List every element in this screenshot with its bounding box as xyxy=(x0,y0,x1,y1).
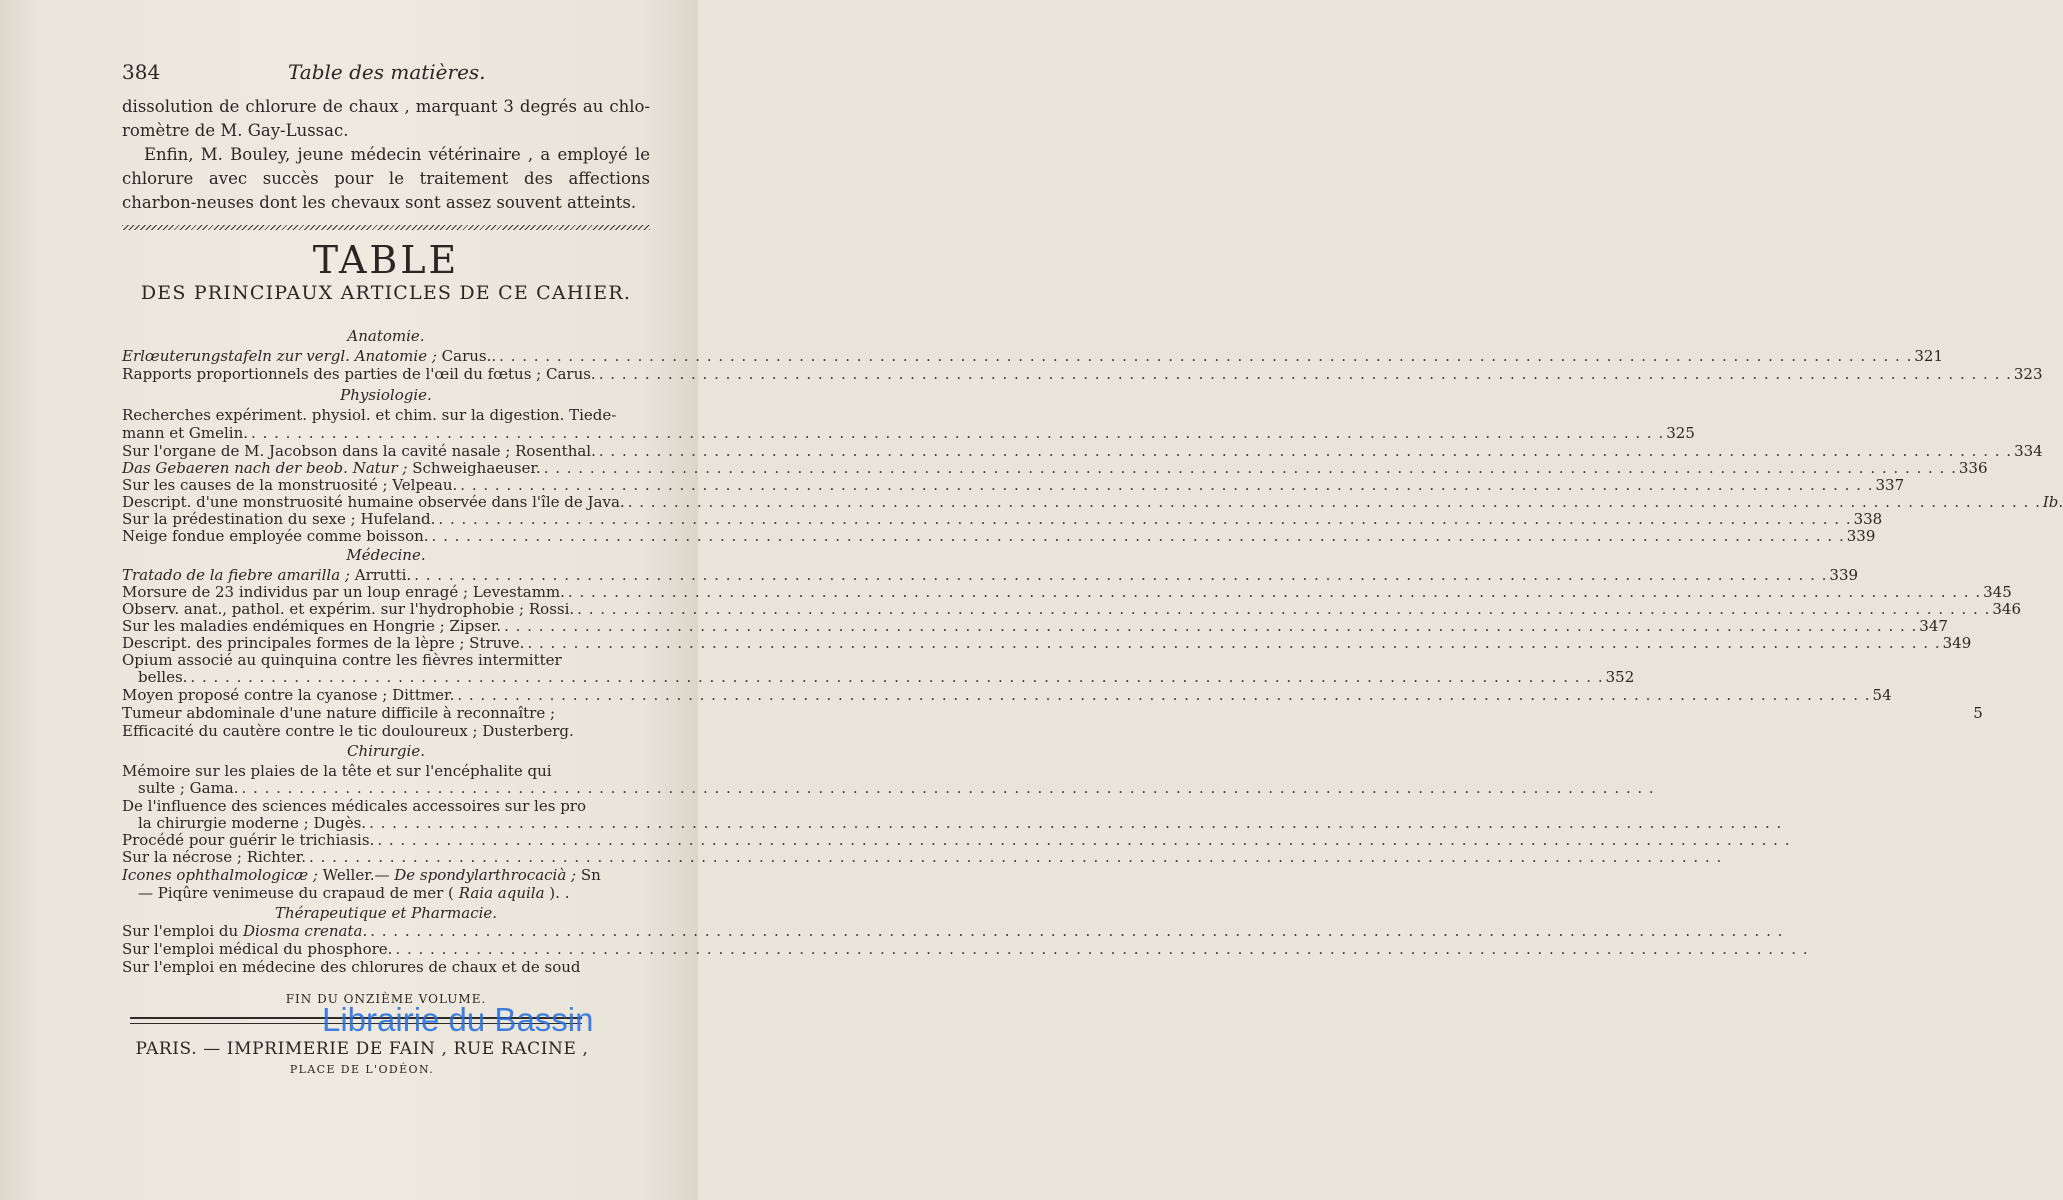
leader-dots xyxy=(187,668,1603,686)
watermark-text: Librairie du Bassin xyxy=(322,1001,594,1038)
leader-dots xyxy=(596,442,2012,460)
end-of-volume-note: FIN DU ONZIÈME VOLUME. xyxy=(285,992,487,1006)
toc-entry xyxy=(122,958,581,976)
entry-page: 336 xyxy=(1958,459,1988,477)
table-title: TABLE xyxy=(312,238,460,282)
toc-entry xyxy=(122,848,570,866)
entry-text: Moyen proposé contre la cyanose ; Dittmer. xyxy=(122,686,455,704)
entry-text: mann et Gmelin. xyxy=(122,424,249,442)
leader-dots xyxy=(248,424,1664,442)
page-number: 384 xyxy=(122,60,161,84)
leader-dots xyxy=(392,940,1808,958)
entry-author: Arrutti. xyxy=(349,566,412,584)
entry-page: Ib. xyxy=(2042,493,2063,511)
leader-dots xyxy=(596,365,2012,383)
toc-entry-line1 xyxy=(122,797,587,815)
leader-dots xyxy=(524,634,1940,652)
leader-dots xyxy=(496,347,1912,365)
entry-page: 347 xyxy=(1919,617,1948,635)
entry-text: Efficacité du cautère contre le tic douloureux ; Dusterberg. xyxy=(122,722,574,740)
leader-dots xyxy=(574,600,1990,618)
entry-text: Procédé pour guérir le trichiasis. xyxy=(122,831,375,849)
leader-dots xyxy=(501,617,1917,635)
entry-text: Sur les causes de la monstruosité ; Velpeau. xyxy=(122,476,458,494)
printer-address: PLACE DE L'ODÉON. xyxy=(289,1063,435,1076)
entry-text: ). . xyxy=(544,884,570,902)
entry-text: Neige fondue employée comme boisson. xyxy=(122,527,429,545)
intro-paragraph-2: Enfin, M. Bouley, jeune médecin vétérinaire , a employé le chlorure avec succès pour le traitement des affections charbon-neuses dont les chevaux sont assez souvent atteints. xyxy=(122,145,650,212)
entry-text: Opium associé au quinquina contre les fièvres intermitter xyxy=(122,651,562,669)
toc-entry xyxy=(122,442,2043,460)
entry-title-italic: De spondylarthrocacià ; xyxy=(394,866,577,884)
toc-entry xyxy=(122,922,570,940)
entry-page: 339 xyxy=(1846,527,1876,545)
toc-entry xyxy=(138,884,578,902)
toc-entry xyxy=(122,940,570,958)
entry-title-italic: Raia aquila xyxy=(458,884,545,902)
toc-entry xyxy=(138,779,570,797)
entry-text: Morsure de 23 individus par un loup enragé ; Levestamm. xyxy=(122,583,565,601)
entry-page: 321 xyxy=(1914,347,1943,365)
entry-page: 338 xyxy=(1853,510,1883,528)
entry-title-italic: Tratado de la fiebre amarilla ; xyxy=(122,566,350,584)
toc-entry xyxy=(122,365,2043,383)
leader-dots xyxy=(454,686,1870,704)
running-title: Table des matières. xyxy=(288,60,486,84)
toc-entry xyxy=(122,476,1905,494)
entry-text: Sur l'emploi médical du phosphore. xyxy=(122,940,393,958)
entry-text: Sur l'emploi en médecine des chlorures de chaux et de soud xyxy=(122,958,581,976)
leader-dots xyxy=(306,848,1722,866)
entry-text: sulte ; Gama. xyxy=(138,779,239,797)
entry-text: — Piqûre venimeuse du crapaud de mer ( xyxy=(138,884,459,902)
entry-author: Weller.— xyxy=(317,866,395,884)
entry-page: 334 xyxy=(2014,442,2043,460)
printer-imprint: PARIS. — IMPRIMERIE DE FAIN , RUE RACINE , xyxy=(135,1039,589,1059)
toc-entry xyxy=(138,668,1635,686)
entry-text: Observ. anat., pathol. et expérim. sur l'hydrophobie ; Rossi. xyxy=(122,600,575,618)
entry-author: Carus.. xyxy=(436,347,497,365)
toc-entry-line1 xyxy=(122,406,650,424)
toc-entry xyxy=(122,527,1876,545)
entry-page: 337 xyxy=(1875,476,1905,494)
section-anatomie: Anatomie. xyxy=(347,327,425,345)
toc-entry xyxy=(122,493,2063,511)
leader-dots xyxy=(625,493,2041,511)
intro-paragraph-1: dissolution de chlorure de chaux , marquant 3 degrés au chlo-romètre de M. Gay-Lussac. xyxy=(122,97,650,140)
entry-page: 345 xyxy=(1983,583,2012,601)
entry-page: 352 xyxy=(1605,668,1635,686)
entry-text: Sur l'organe de M. Jacobson dans la cavité nasale ; Rosenthal. xyxy=(122,442,596,460)
entry-page: 325 xyxy=(1666,424,1695,442)
entry-title-italic: Das Gebaeren nach der beob. Natur ; xyxy=(122,459,408,477)
entry-page: 349 xyxy=(1942,634,1972,652)
toc-entry xyxy=(122,831,570,849)
leader-dots xyxy=(374,831,1790,849)
leader-dots xyxy=(565,583,1981,601)
toc-entry xyxy=(122,510,1883,528)
toc-entry xyxy=(138,814,570,832)
toc-entry xyxy=(122,617,1948,635)
toc-entry xyxy=(122,566,1859,584)
leader-dots xyxy=(429,527,1845,545)
toc-entry xyxy=(122,686,1892,704)
entry-text: la chirurgie moderne ; Dugès. xyxy=(138,814,367,832)
entry-text: Recherches expériment. physiol. et chim. sur la digestion. Tiede- xyxy=(122,406,617,424)
leader-dots xyxy=(366,814,1782,832)
entry-title-italic: Icones ophthalmologicæ ; xyxy=(122,866,318,884)
entry-text: Sur la nécrose ; Richter. xyxy=(122,848,307,866)
entry-title-italic: Erlœuterungstafeln zur vergl. Anatomie ; xyxy=(122,347,437,365)
entry-text: Sur la prédestination du sexe ; Hufeland. xyxy=(122,510,436,528)
section-therapeutique: Thérapeutique et Pharmacie. xyxy=(274,904,498,922)
leader-dots xyxy=(367,922,1783,940)
leader-dots xyxy=(411,566,1827,584)
section-chirurgie: Chirurgie. xyxy=(347,742,425,760)
entry-page: 323 xyxy=(2013,365,2043,383)
toc-entry xyxy=(122,347,1943,365)
entry-author: Sn xyxy=(576,866,601,884)
table-subtitle: DES PRINCIPAUX ARTICLES DE CE CAHIER. xyxy=(140,282,632,304)
ornamental-rule xyxy=(122,225,650,230)
entry-text: Sur l'emploi du xyxy=(122,922,243,940)
leader-dots xyxy=(457,476,1873,494)
entry-text: Descript. des principales formes de la lèpre ; Struve. xyxy=(122,634,525,652)
running-header xyxy=(122,58,650,88)
toc-entry xyxy=(122,600,2021,618)
entry-text: Sur les maladies endémiques en Hongrie ; Zipser. xyxy=(122,617,502,635)
entry-author: Schweighaeuser. xyxy=(407,459,541,477)
toc-entry xyxy=(122,866,601,884)
toc-entry-line1 xyxy=(122,651,570,669)
entry-title-italic: Diosma crenata. xyxy=(242,922,368,940)
toc-entry-line1 xyxy=(122,762,570,780)
leader-dots xyxy=(435,510,1851,528)
toc-entry xyxy=(122,459,1988,477)
section-medecine: Médecine. xyxy=(346,546,426,564)
leader-dots xyxy=(239,779,1655,797)
entry-page: 346 xyxy=(1992,600,2021,618)
entry-text: belles. xyxy=(138,668,188,686)
toc-entry xyxy=(122,583,2012,601)
entry-text: De l'influence des sciences médicales accessoires sur les pro xyxy=(122,797,587,815)
entry-page: 5 xyxy=(1973,704,1983,722)
entry-page: 339 xyxy=(1829,566,1859,584)
toc-entry xyxy=(122,634,1972,652)
entry-page: 54 xyxy=(1872,686,1892,704)
entry-text: Descript. d'une monstruosité humaine observée dans l'île de Java. xyxy=(122,493,625,511)
toc-entry xyxy=(122,722,574,740)
entry-text: Tumeur abdominale d'une nature difficile à reconnaître ; xyxy=(122,704,556,722)
toc-entry xyxy=(122,424,1695,442)
leader-dots xyxy=(541,459,1957,477)
section-physiologie: Physiologie. xyxy=(340,386,432,404)
entry-text: Rapports proportionnels des parties de l'œil du fœtus ; Carus. xyxy=(122,365,596,383)
entry-text: Mémoire sur les plaies de la tête et sur l'encéphalite qui xyxy=(122,762,552,780)
toc-entry xyxy=(122,704,1983,722)
